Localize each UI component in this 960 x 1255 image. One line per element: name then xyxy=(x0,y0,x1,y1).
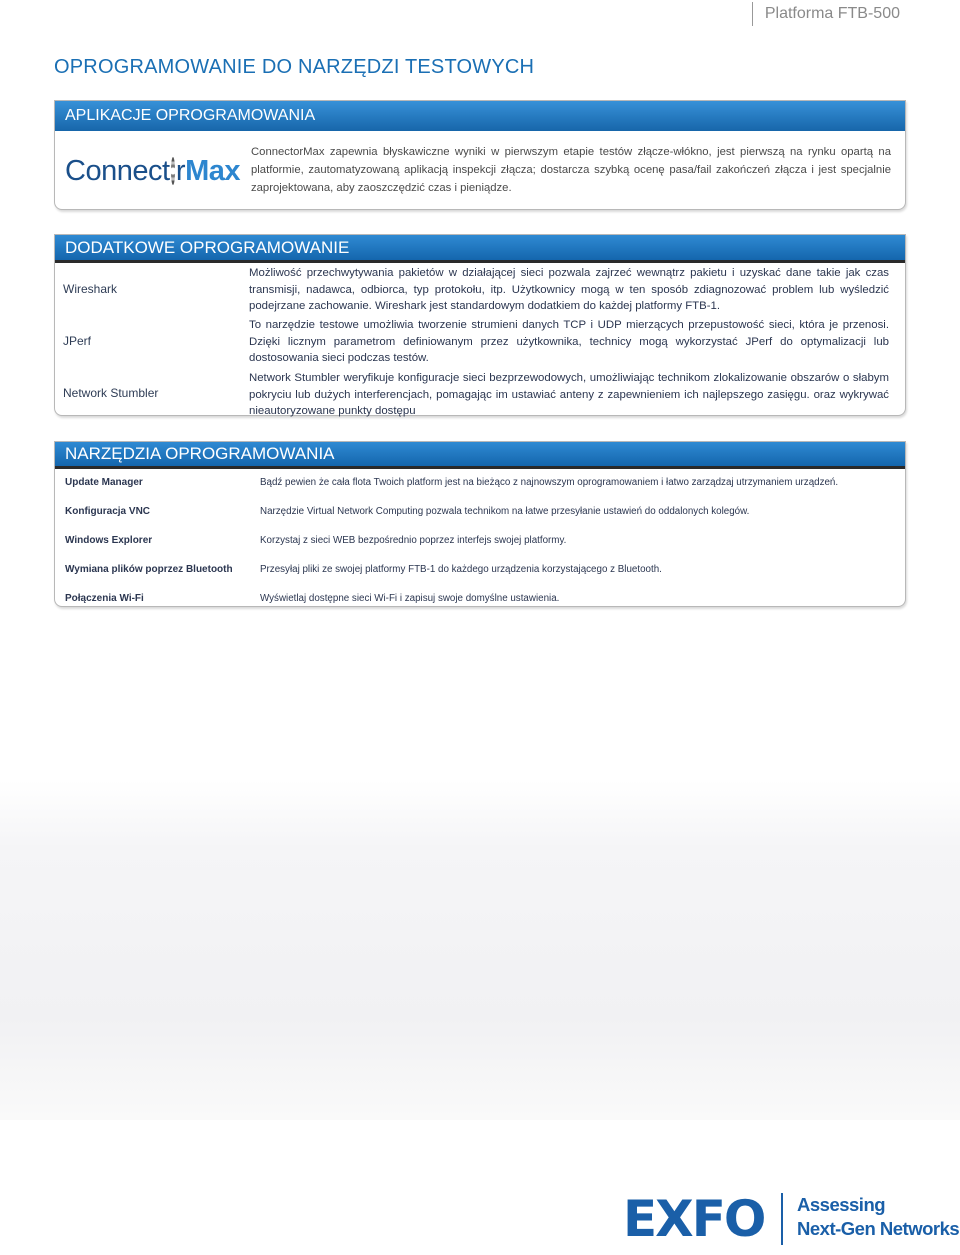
tool-name: Update Manager xyxy=(65,477,143,488)
footer xyxy=(0,1185,960,1255)
extra-item-name: Wireshark xyxy=(63,282,118,296)
page-title: OPROGRAMOWANIE DO NARZĘDZI TESTOWYCH xyxy=(54,56,535,78)
tool-name: Połączenia Wi-Fi xyxy=(65,593,144,604)
tools-heading: NARZĘDZIA OPROGRAMOWANIA xyxy=(55,442,905,469)
logo-max: Max xyxy=(185,154,240,187)
extra-item-desc: Network Stumbler weryfikuje konfiguracje sieci bezprzewodowych, umożliwiając technikom zlokalizowanie obszarów o słabym pokryciu lub dużych interferencjach, pomagając im ustawiać anteny z zapewnieniem ich najlepszego zasięgu. oraz wykrywać nieautoryzowane punkty dostępu xyxy=(249,372,889,417)
tagline-line-1: Assessing xyxy=(797,1194,886,1215)
extra-item-desc: Możliwość przechwytywania pakietów w działającej sieci pozwala zajrzeć wewnątrz pakietu i uzyskać dane takie jak czas transmisji, nadawca, odbiorca, typ protokołu, itp. Użytkownicy mogą w ten sposób zdiagnozować problem lub wyśledzić podejrzane zachowanie. Wireshark jest standardowym dodatkiem do każdej platformy FTB-1. xyxy=(249,267,889,312)
apps-panel xyxy=(54,100,906,210)
connector-disc-icon xyxy=(171,157,175,185)
header-separator xyxy=(752,2,753,26)
platform-name: Platforma FTB-500 xyxy=(764,5,900,22)
extra-panel xyxy=(54,234,906,416)
tool-desc: Bądź pewien że cała flota Twoich platform jest na bieżąco z najnowszym oprogramowaniem i łatwo zarządzaj utrzymaniem urządzeń. xyxy=(260,477,839,488)
exfo-logo xyxy=(623,1190,765,1248)
logo-r: r xyxy=(175,154,186,187)
footer-divider xyxy=(781,1193,783,1245)
tagline-line-2: Next-Gen Networks xyxy=(797,1218,960,1239)
logo-connect: Connect xyxy=(65,154,170,187)
tool-desc: Przesyłaj pliki ze swojej platformy FTB-1 do każdego urządzenia korzystającego z Bluetooth. xyxy=(260,564,662,575)
tool-name: Wymiana plików poprzez Bluetooth xyxy=(65,564,233,575)
tool-desc: Korzystaj z sieci WEB bezpośrednio poprzez interfejs swojej platformy. xyxy=(260,535,567,546)
apps-description: ConnectorMax zapewnia błyskawiczne wyniki w pierwszym etapie testów złącze-włókno, jest pierwszą na rynku opartą na platformie, zautomatyzowaną aplikacją inspekcji złącza; dostarcza szybką ocenę pasa/fail zakończeń złącza i jest specjalnie zaprojektowana, aby zaoszczędzić czas i pieniądze. xyxy=(251,146,891,194)
connectormax-logo xyxy=(65,151,240,191)
extra-item-name: JPerf xyxy=(63,334,92,348)
tool-name: Windows Explorer xyxy=(65,535,153,546)
extra-heading: DODATKOWE OPROGRAMOWANIE xyxy=(55,235,905,263)
tool-desc: Wyświetlaj dostępne sieci Wi-Fi i zapisuj swoje domyślne ustawienia. xyxy=(260,593,560,604)
tool-name: Konfiguracja VNC xyxy=(65,506,151,517)
footer-tagline xyxy=(797,1193,959,1241)
tools-panel xyxy=(54,441,906,607)
tool-desc: Narzędzie Virtual Network Computing pozwala technikom na łatwe przesyłanie ustawień do oddalonych kolegów. xyxy=(260,506,750,517)
extra-item-desc: To narzędzie testowe umożliwia tworzenie strumieni danych TCP i UDP mierzących przepustowość sieci, która je przenosi. Dzięki licznym parametrom definiowanym przez użytkownika, technicy mogą wykorzystać JPerf do optymalizacji lub dostosowania sieci podczas testów. xyxy=(249,319,889,364)
exfo-logo-text: EXFO xyxy=(623,1190,765,1248)
extra-item-name: Network Stumbler xyxy=(63,386,159,400)
background-band xyxy=(0,780,960,1120)
header-bar xyxy=(752,0,900,28)
apps-heading: APLIKACJE OPROGRAMOWANIA xyxy=(55,101,905,131)
